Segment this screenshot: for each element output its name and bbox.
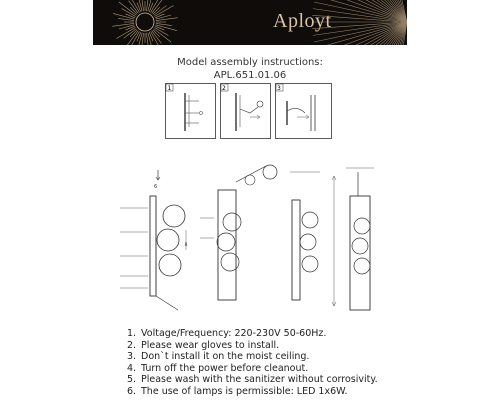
sun-ray <box>125 31 138 45</box>
sun-ray <box>118 18 134 20</box>
model-number: APL.651.01.06 <box>213 70 287 81</box>
sunburst-graphic <box>93 0 407 45</box>
svg-text:6: 6 <box>154 184 158 190</box>
side-view-annotated <box>120 170 187 310</box>
list-item: 4. Turn off the power before cleanout. <box>127 362 309 374</box>
step-panel-3 <box>276 84 332 139</box>
step-number-2: 2 <box>222 85 226 92</box>
list-item: 2. Please wear gloves to install. <box>127 339 280 351</box>
sun-ray <box>146 33 149 45</box>
step-panel-1 <box>166 84 216 139</box>
sun-ray <box>119 2 136 15</box>
front-view <box>200 165 277 300</box>
step-panel-2 <box>221 84 271 139</box>
list-item: 3. Don`t install it on the moist ceiling. <box>127 351 310 363</box>
profile-view <box>290 172 336 306</box>
sun-ray <box>156 23 172 25</box>
brand-logo: Aployt <box>273 10 332 32</box>
instructions-list <box>127 328 378 398</box>
sun-ray <box>119 25 134 29</box>
document-title: Model assembly instructions: <box>177 57 323 68</box>
sun-ray <box>141 0 144 11</box>
technical-drawing <box>110 160 400 315</box>
list-item: 1. Voltage/Frequency: 220-230V 50-60Hz. <box>127 328 327 339</box>
sun-icon <box>136 13 154 31</box>
step-number-3: 3 <box>277 85 281 92</box>
list-item: 5. Please wash with the sanitizer without corrosivity. <box>127 374 378 386</box>
front-elevation <box>346 168 374 310</box>
list-item: 6. The use of lamps is permissible: LED 1x6W. <box>127 385 348 397</box>
assembly-steps <box>165 83 335 139</box>
sun-ray <box>136 33 142 45</box>
step-number-1: 1 <box>167 85 172 92</box>
sun-ray <box>154 29 171 42</box>
sun-ray <box>148 0 154 11</box>
sun-ray <box>156 15 171 19</box>
brand-banner <box>93 0 407 45</box>
